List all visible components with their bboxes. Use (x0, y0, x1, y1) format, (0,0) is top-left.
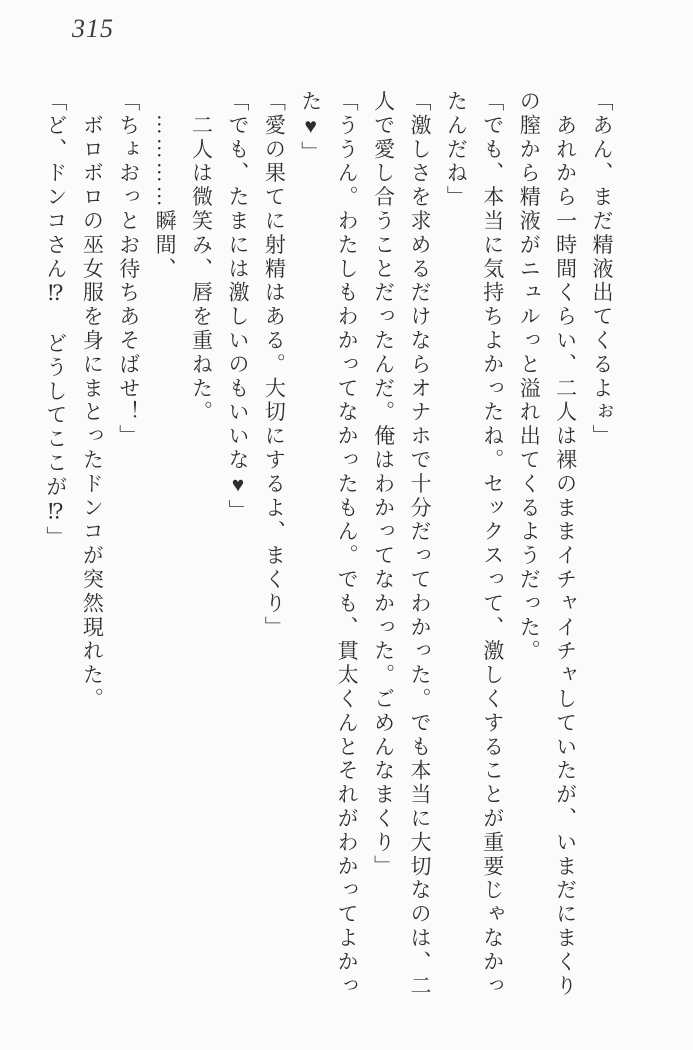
paragraph: 二人は微笑み、唇を重ねた。 (189, 90, 214, 425)
paragraph: 「ううん。わたしもわかってなかったもん。でも、貫太くんとそれがわかってよかった♥」 (298, 90, 360, 999)
paragraph: 「でも、たまには激しいのもいいな♥」 (225, 90, 250, 524)
paragraph: 「愛の果てに射精はある。大切にするよ、まくり」 (262, 90, 287, 640)
paragraph: 「ど、ドンコさん⁉ どうしてここが⁉」 (43, 90, 68, 551)
paragraph: あれから一時間くらい、二人は裸のままイチャイチャしていたが、いまだにまくりの膣から精液がニュルっと溢れ出てくるようだった。 (517, 90, 578, 999)
paragraph: …………瞬間、 (153, 90, 178, 282)
paragraph: 「激しさを求めるだけならオナホで十分だってわかった。でも本当に大切なのは、二人で愛し合うことだったんだ。俺はわかってなかった。ごめんなまくり」 (371, 90, 432, 999)
paragraph: 「ちょおっとお待ちあそばせ！」 (116, 90, 141, 449)
paragraph: ボロボロの巫女服を身にまとったドンコが突然現れた。 (80, 90, 105, 712)
page-number: 315 (72, 14, 114, 43)
paragraph: 「でも、本当に気持ちよかったね。セックスって、激しくすることが重要じゃなかったんだね」 (444, 90, 505, 999)
paragraph: 「あん、まだ精液出てくるよぉ」 (590, 90, 614, 449)
text-block (34, 90, 620, 1000)
